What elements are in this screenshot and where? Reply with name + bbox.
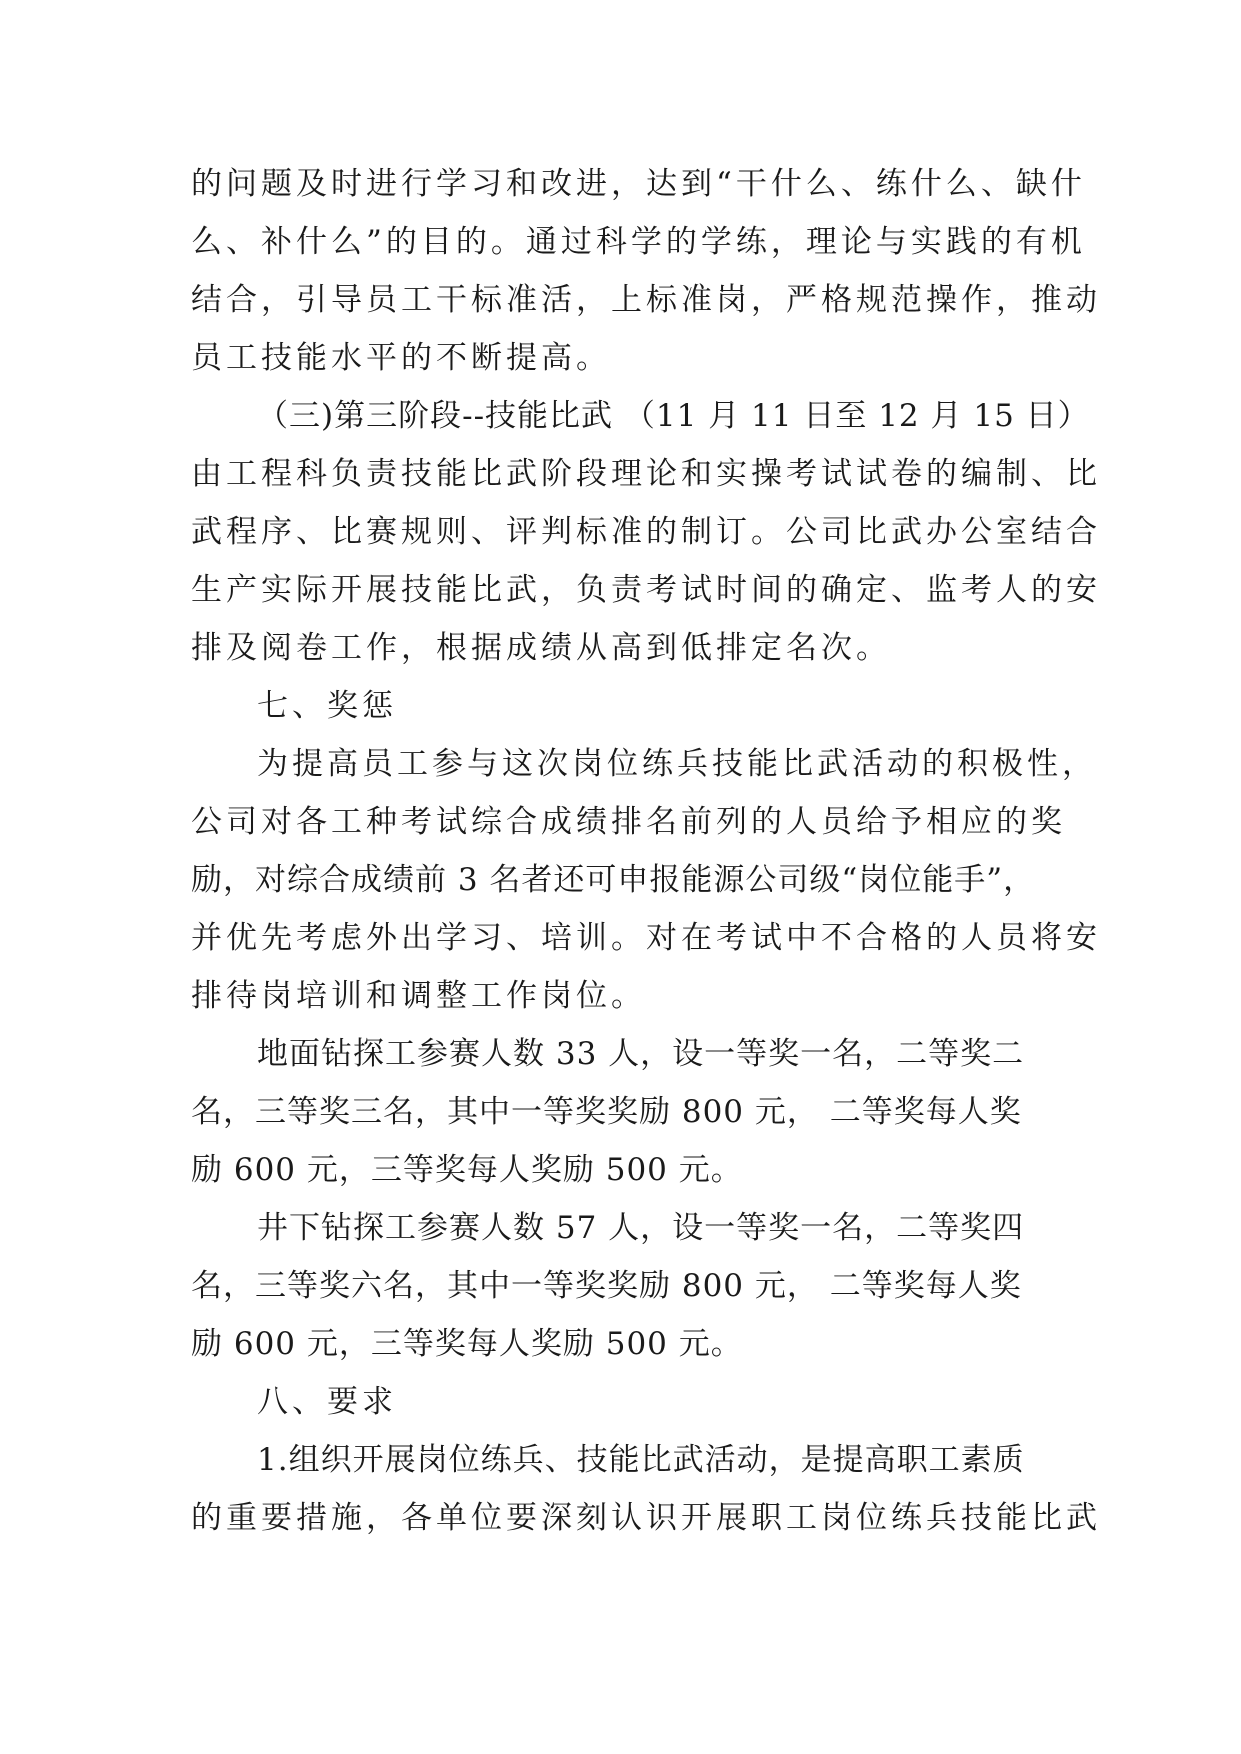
section-heading-stage-three: （三)第三阶段--技能比武 （11 月 11 日至 12 月 15 日） [257, 398, 1090, 434]
text-line: 公司对各工种考试综合成绩排名前列的人员给予相应的奖 [191, 804, 1066, 840]
text-line: 么、补什么”的目的。通过科学的学练，理论与实践的有机 [191, 224, 1086, 260]
text-line: 名，三等奖六名，其中一等奖奖励 800 元， 二等奖每人奖 [191, 1268, 1022, 1304]
text-line: 员工技能水平的不断提高。 [191, 340, 611, 376]
text-line: 排待岗培训和调整工作岗位。 [191, 978, 646, 1014]
text-line: 的问题及时进行学习和改进，达到“干什么、练什么、缺什 [191, 166, 1086, 202]
text-line: 生产实际开展技能比武，负责考试时间的确定、监考人的安 [191, 572, 1101, 608]
section-heading-requirements: 八、要求 [257, 1384, 397, 1420]
text-line: 励，对综合成绩前 3 名者还可申报能源公司级“岗位能手”， [191, 862, 1036, 898]
text-line: 结合，引导员工干标准活，上标准岗，严格规范操作，推动 [191, 282, 1101, 318]
text-line: 由工程科负责技能比武阶段理论和实操考试试卷的编制、比 [191, 456, 1101, 492]
text-line: 为提高员工参与这次岗位练兵技能比武活动的积极性， [257, 746, 1097, 782]
text-line: 武程序、比赛规则、评判标准的制订。公司比武办公室结合 [191, 514, 1101, 550]
document-body [191, 155, 1101, 1547]
text-line: 井下钻探工参赛人数 57 人，设一等奖一名，二等奖四 [257, 1210, 1025, 1246]
text-line: 地面钻探工参赛人数 33 人，设一等奖一名，二等奖二 [257, 1036, 1025, 1072]
text-line: 励 600 元，三等奖每人奖励 500 元。 [191, 1152, 743, 1188]
text-line: 1.组织开展岗位练兵、技能比武活动，是提高职工素质 [257, 1442, 1025, 1478]
text-line: 的重要措施，各单位要深刻认识开展职工岗位练兵技能比武 [191, 1500, 1101, 1536]
text-line: 排及阅卷工作，根据成绩从高到低排定名次。 [191, 630, 891, 666]
section-heading-rewards: 七、奖惩 [257, 688, 397, 724]
text-line: 并优先考虑外出学习、培训。对在考试中不合格的人员将安 [191, 920, 1101, 956]
text-line: 名，三等奖三名，其中一等奖奖励 800 元， 二等奖每人奖 [191, 1094, 1022, 1130]
text-line: 励 600 元，三等奖每人奖励 500 元。 [191, 1326, 743, 1362]
